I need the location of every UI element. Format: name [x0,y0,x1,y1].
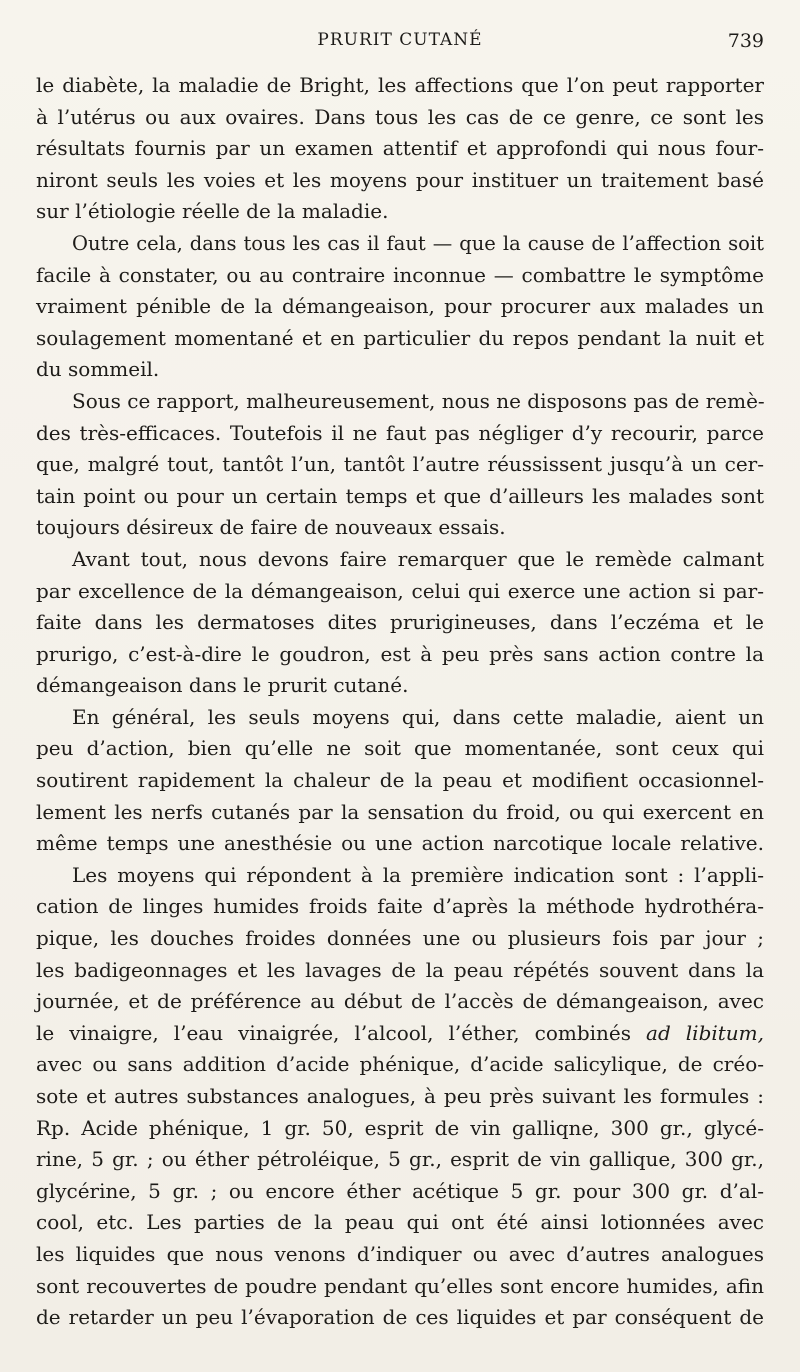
text-line [36,449,764,481]
text-line [36,702,764,734]
text-line [36,576,764,608]
text-line-content: cation de linges humides froids faite d’après la méthode hydrothéra- [36,894,764,919]
text-line-content: même temps une anesthésie ou une action narcotique locale relative. [36,831,764,856]
text-line-content: soulagement momentané et en particulier du repos pendant la nuit et [36,325,764,350]
text-line [36,196,764,228]
text-line [36,891,764,923]
text-line [36,544,764,576]
text-line-content: sote et autres substances analogues, à peu près suivant les formules : [36,1084,764,1108]
text-line-content: résultats fournis par un examen attentif et approfondi qui nous four- [36,136,764,161]
text-line [36,1049,764,1081]
text-line [36,1176,764,1208]
text-line-content: vraiment pénible de la démangeaison, pour procurer aux malades un [36,294,764,319]
text-line-content: démangeaison dans le prurit cutané. [36,673,409,698]
text-line [36,1207,764,1239]
text-line-content: du sommeil. [36,357,160,382]
text-line [36,102,764,134]
text-line [36,670,764,702]
running-title: PRURIT CUTANÉ [317,30,483,50]
text-line [36,70,764,102]
text-line [36,165,764,197]
text-line [36,1081,764,1113]
text-line [36,639,764,671]
text-line [36,1144,764,1176]
text-line-content: les liquides que nous venons d’indiquer ou avec d’autres analogues [36,1241,764,1266]
body-text [36,70,764,1334]
text-line-content: avec ou sans addition d’acide phénique, d’acide salicylique, de créo- [36,1052,764,1077]
text-line-content: Sous ce rapport, malheureusement, nous ne disposons pas de remè- [72,388,765,413]
text-line-content: En général, les seuls moyens qui, dans cette maladie, aient un [72,704,764,729]
text-line [36,986,764,1018]
text-line-content: soutirent rapidement la chaleur de la peau et modifient occasionnel- [36,768,764,793]
text-line-content: à l’utérus ou aux ovaires. Dans tous les cas de ce genre, ce sont les [36,104,764,129]
text-line-content: sont recouvertes de poudre pendant qu’elles sont encore humides, afin [36,1273,764,1298]
text-line [36,1239,764,1271]
text-line-content: des très-efficaces. Toutefois il ne faut pas négliger d’y recourir, parce [36,420,764,445]
text-line-content: peu d’action, bien qu’elle ne soit que momentanée, sont ceux qui [36,736,764,761]
text-line [36,133,764,165]
text-line [36,955,764,987]
text-line-content: facile à constater, ou au contraire inconnue — combattre le symptôme [36,262,764,287]
text-line-content: Les moyens qui répondent à la première indication sont : l’appli- [72,862,764,887]
text-line-content: que, malgré tout, tantôt l’un, tantôt l’autre réussissent jusqu’à un cer- [36,452,764,477]
text-line-content: le diabète, la maladie de Bright, les affections que l’on peut rapporter [36,73,764,97]
text-line [36,765,764,797]
text-line [36,418,764,450]
text-line [36,923,764,955]
text-line-content: niront seuls les voies et les moyens pour instituer un traitement basé [36,167,764,192]
text-line [36,1271,764,1303]
text-line-content: par excellence de la démangeaison, celui qui exerce une action si par- [36,578,764,603]
text-line-content: tain point ou pour un certain temps et que d’ailleurs les malades sont [36,483,764,508]
text-line [36,607,764,639]
text-line [36,512,764,544]
text-line [36,1302,764,1334]
text-line-content: lement les nerfs cutanés par la sensation du froid, ou qui exercent en [36,799,764,824]
text-line [36,1018,764,1050]
text-line [36,323,764,355]
text-line-content: cool, etc. Les parties de la peau qui ont été ainsi lotionnées avec [36,1210,764,1235]
running-head [36,30,764,58]
text-line [36,260,764,292]
text-line-content: Avant tout, nous devons faire remarquer que le remède calmant [72,546,764,571]
text-line-content: prurigo, c’est-à-dire le goudron, est à peu près sans action contre la [36,641,764,666]
text-line-content: Outre cela, dans tous les cas il faut — que la cause de l’affection soit [72,231,764,255]
text-line-content: faite dans les dermatoses dites prurigineuses, dans l’eczéma et le [36,610,764,635]
page-number: 739 [727,30,764,52]
text-line [36,291,764,323]
text-line-content: les badigeonnages et les lavages de la peau répétés souvent dans la [36,957,764,982]
text-line-content: glycérine, 5 gr. ; ou encore éther acétique 5 gr. pour 300 gr. d’al- [36,1178,764,1203]
text-line [36,1113,764,1145]
text-line [36,386,764,418]
text-line-content: sur l’étiologie réelle de la maladie. [36,199,389,224]
text-line [36,797,764,829]
text-line-content: journée, et de préférence au début de l’accès de démangeaison, avec [36,989,764,1014]
text-line [36,828,764,860]
text-line-content: rine, 5 gr. ; ou éther pétroléique, 5 gr., esprit de vin gallique, 300 gr., [36,1147,764,1172]
text-line [36,481,764,513]
text-line-content: pique, les douches froides données une ou plusieurs fois par jour ; [36,926,764,951]
italic-phrase: ad libitum, [646,1020,765,1045]
text-line [36,354,764,386]
text-line-content: le vinaigre, l’eau vinaigrée, l’alcool, l’éther, combinés [36,1020,632,1045]
text-line [36,733,764,765]
text-line [36,228,764,260]
text-line-content: toujours désireux de faire de nouveaux essais. [36,515,506,540]
text-line-content: de retarder un peu l’évaporation de ces liquides et par conséquent de [36,1305,764,1330]
text-line-content: Rp. Acide phénique, 1 gr. 50, esprit de vin galliqne, 300 gr., glycé- [36,1115,764,1140]
text-line [36,860,764,892]
